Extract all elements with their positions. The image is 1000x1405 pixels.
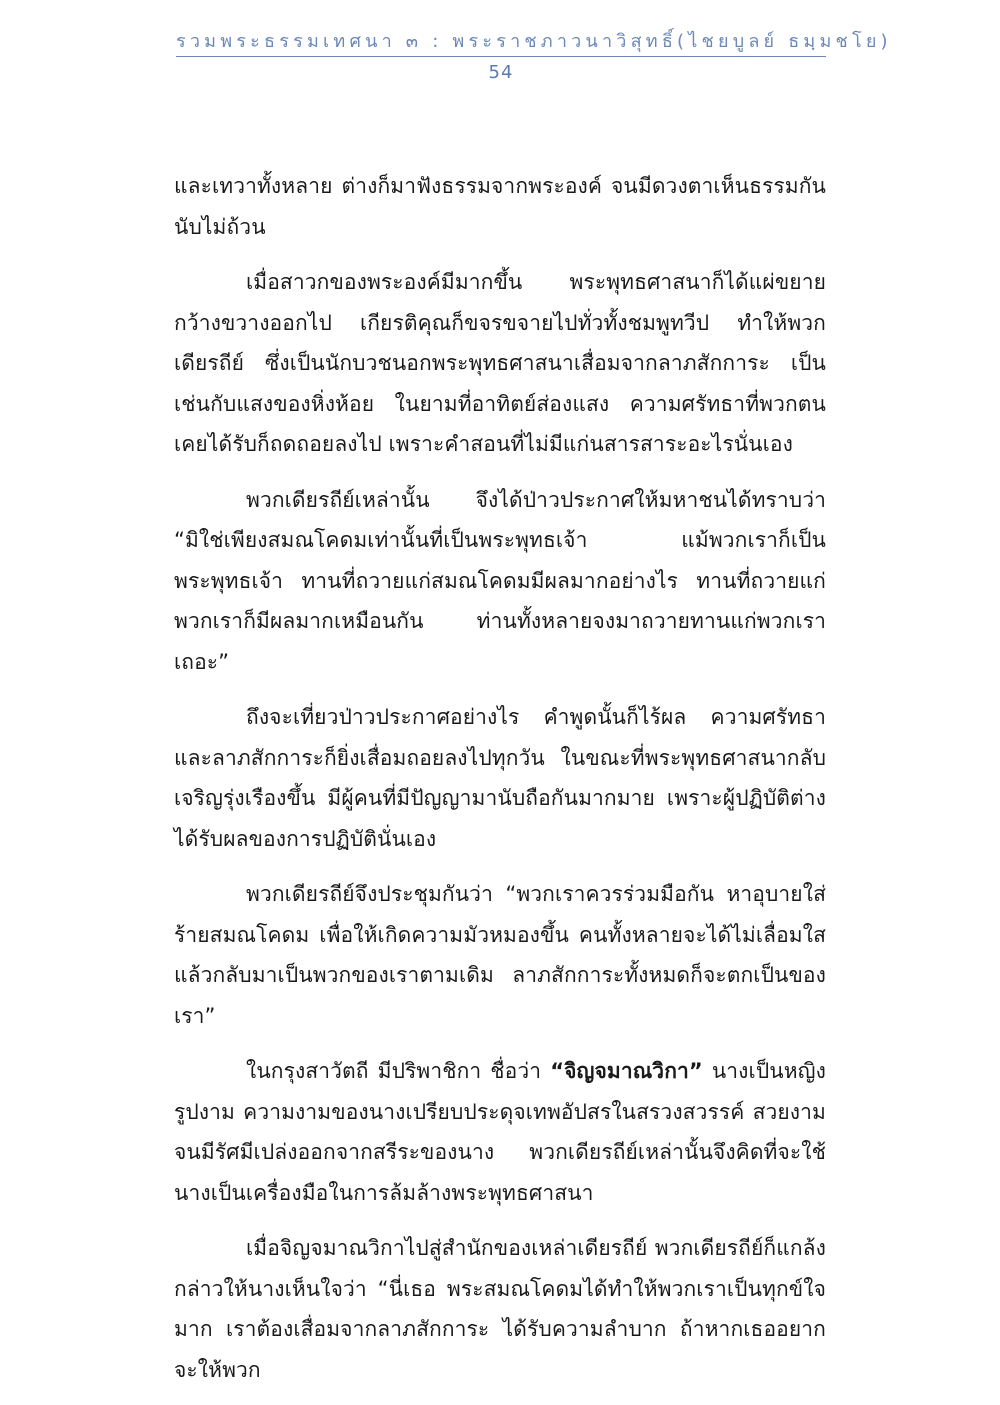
paragraph-6 xyxy=(174,1051,826,1213)
paragraph-7: เมื่อจิญจมาณวิกาไปสู่สำนักของเหล่าเดียรถีย์ พวกเดียรถีย์ก็แกล้งกล่าวให้นางเห็นใจว่า “นี่เธอ พระสมณโคดมได้ทำให้พวกเราเป็นทุกข์ใจมาก เราต้องเสื่อมจากลาภสักการะ ได้รับความลำบาก ถ้าหากเธออยากจะให้พวก xyxy=(174,1236,826,1382)
paragraph-6-rest: นางเป็นหญิงรูปงาม ความงามของนางเปรียบประดุจเทพอัปสรในสรวงสวรรค์ สวยงามจนมีรัศมีเปล่งออกจากสรีระของนาง พวกเดียรถีย์เหล่านั้นจึงคิดที่จะใช้นางเป็นเครื่องมือในการล้มล้างพระพุทธศาสนา xyxy=(174,1059,826,1205)
paragraph-2: เมื่อสาวกของพระองค์มีมากขึ้น พระพุทธศาสนาก็ได้แผ่ขยายกว้างขวางออกไป เกียรติคุณก็ขจรขจายไปทั่วทั้งชมพูทวีป ทำให้พวกเดียรถีย์ ซึ่งเป็นนักบวชนอกพระพุทธศาสนาเสื่อมจากลาภสักการะ เป็นเช่นกับแสงของหิ่งห้อย ในยามที่อาทิตย์ส่องแสง ความศรัทธาที่พวกตนเคยได้รับก็ถดถอยลงไป เพราะคำสอนที่ไม่มีแก่นสารสาระอะไรนั่นเอง xyxy=(174,270,826,456)
page-header xyxy=(176,30,892,84)
character-name-emphasis: “จิญจมาณวิกา” xyxy=(550,1059,703,1083)
paragraph-3: พวกเดียรถีย์เหล่านั้น จึงได้ป่าวประกาศให้มหาชนได้ทราบว่า “มิใช่เพียงสมณโคดมเท่านั้นที่เป็นพระพุทธเจ้า แม้พวกเราก็เป็นพระพุทธเจ้า ทานที่ถวายแก่สมณโคดมมีผลมากอย่างไร ทานที่ถวายแก่พวกเราก็มีผลมากเหมือนกัน ท่านทั้งหลายจงมาถวายทานแก่พวกเราเถอะ” xyxy=(174,487,826,674)
paragraph-1: และเทวาทั้งหลาย ต่างก็มาฟังธรรมจากพระองค์ จนมีดวงตาเห็นธรรมกันนับไม่ถ้วน xyxy=(174,174,826,239)
running-title: รวมพระธรรมเทศนา ๓ : พระราชภาวนาวิสุทธิ์(ไชยบูลย์ ธมฺมชโย) xyxy=(176,30,826,57)
paragraph-6-lead: ในกรุงสาวัตถี มีปริพาชิกา ชื่อว่า xyxy=(246,1059,551,1083)
page-number: 54 xyxy=(488,62,514,83)
paragraph-5: พวกเดียรถีย์จึงประชุมกันว่า “พวกเราควรร่วมมือกัน หาอุบายใส่ร้ายสมณโคดม เพื่อให้เกิดความมัวหมองขึ้น คนทั้งหลายจะได้ไม่เลื่อมใส แล้วกลับมาเป็นพวกของเราตามเดิม ลาภสักการะทั้งหมดก็จะตกเป็นของเรา” xyxy=(174,882,826,1028)
paragraph-4: ถึงจะเที่ยวป่าวประกาศอย่างไร คำพูดนั้นก็ไร้ผล ความศรัทธาและลาภสักการะก็ยิ่งเสื่อมถอยลงไปทุกวัน ในขณะที่พระพุทธศาสนากลับเจริญรุ่งเรืองขึ้น มีผู้คนที่มีปัญญามานับถือกันมากมาย เพราะผู้ปฏิบัติต่างได้รับผลของการปฏิบัตินั่นเอง xyxy=(174,705,826,851)
body-text xyxy=(174,166,826,1405)
